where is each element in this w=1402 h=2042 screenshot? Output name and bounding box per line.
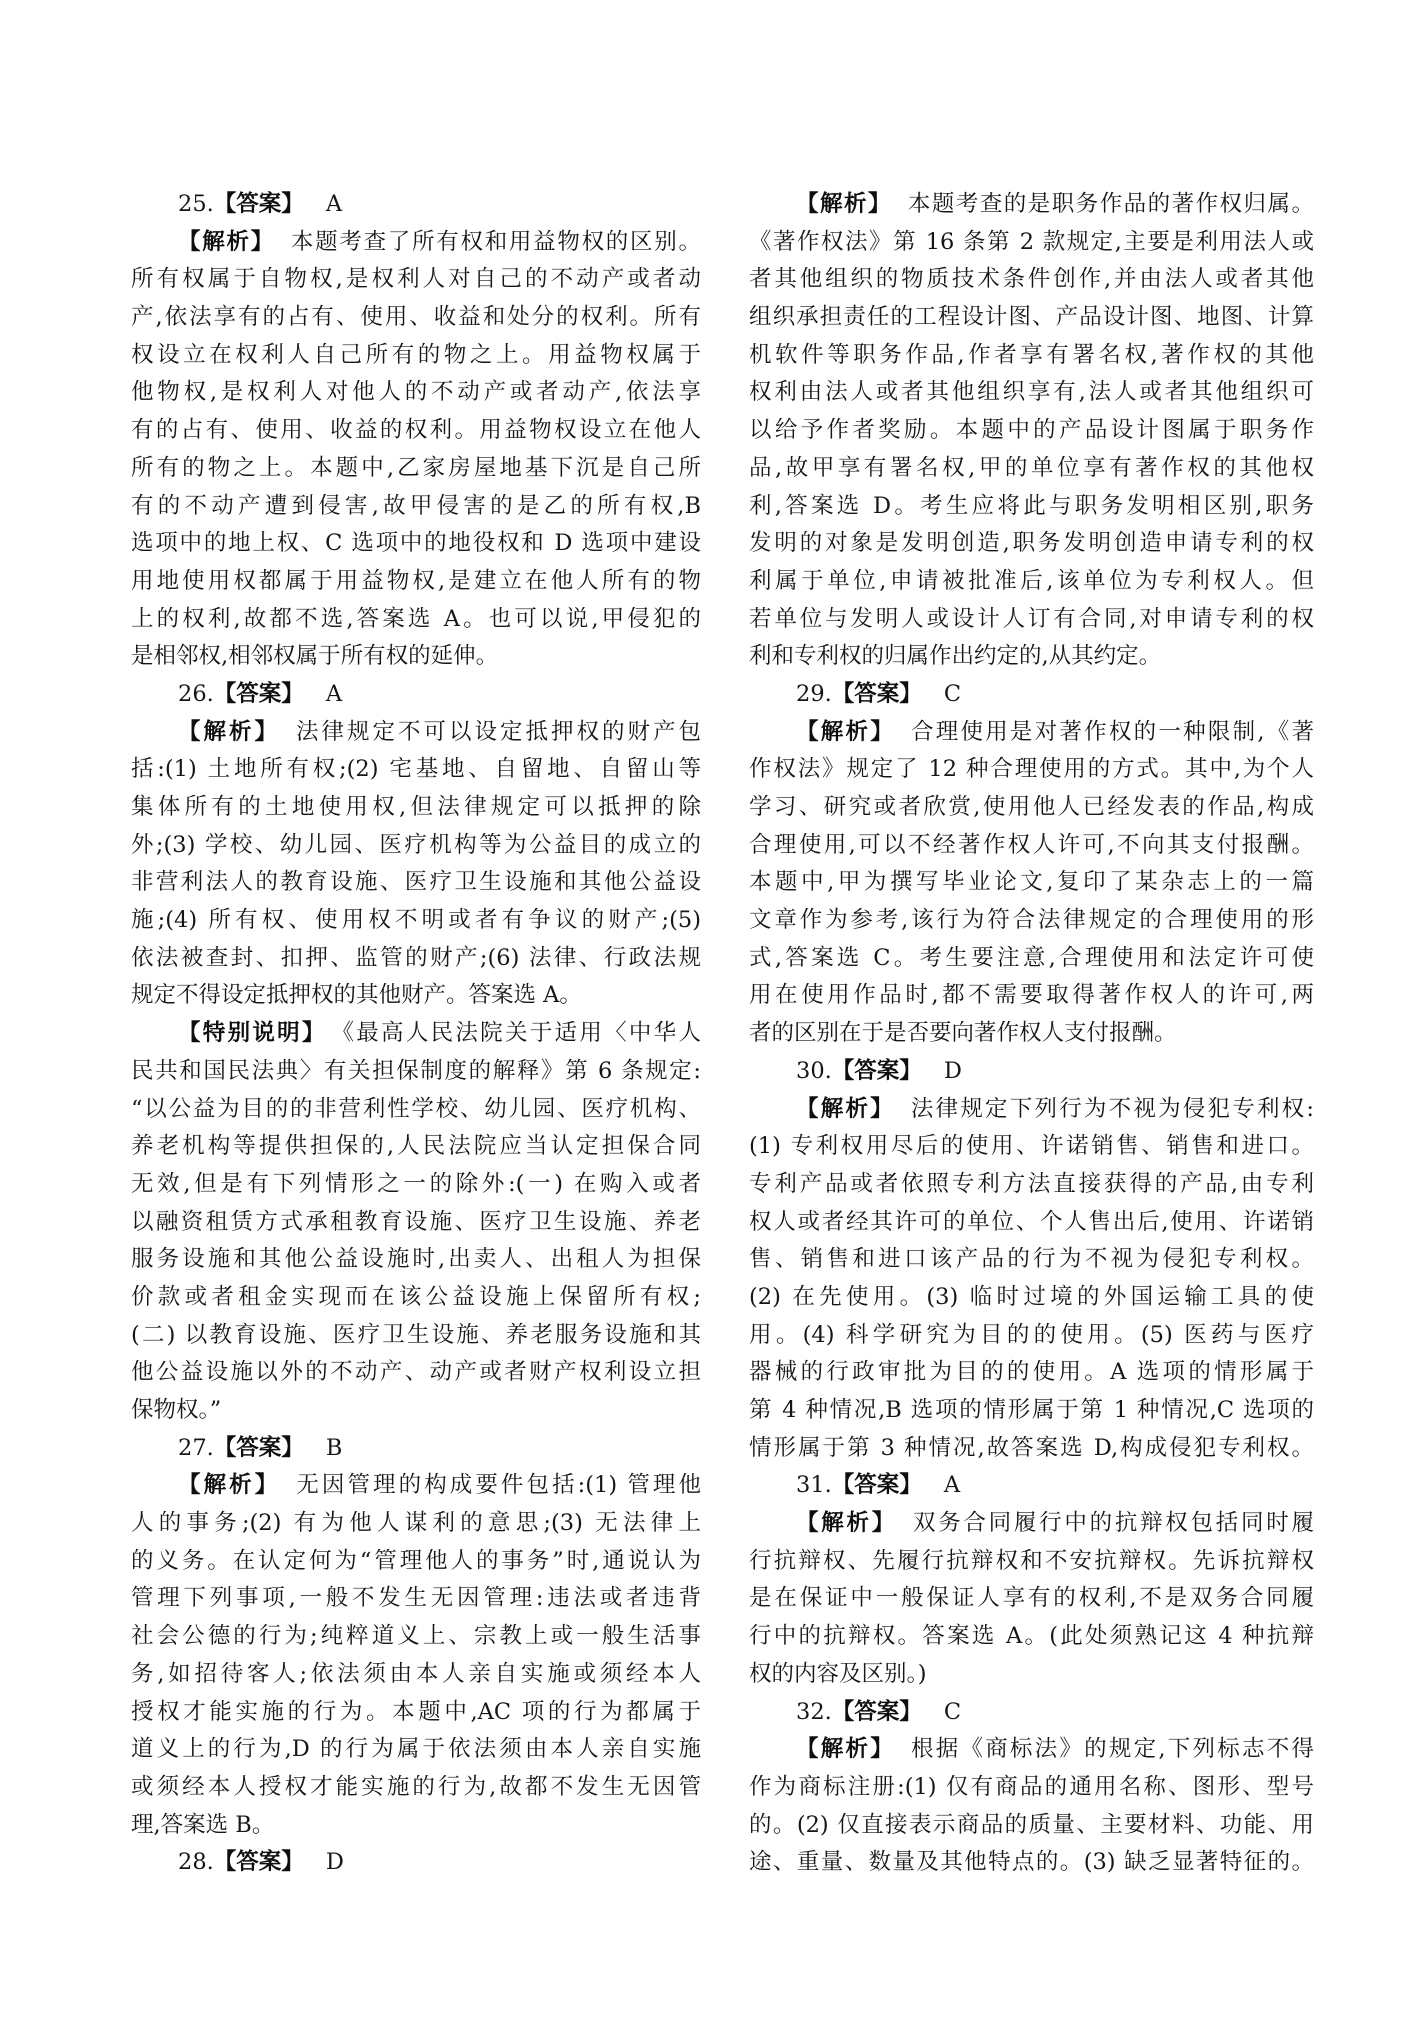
line-text: 利和专利权的归属作出约定的,从其约定。 [749, 643, 1162, 670]
text-line [131, 977, 701, 1015]
answer-value: C [943, 680, 962, 707]
line-text: 双务合同履行中的抗辩权包括同时履 [912, 1510, 1314, 1537]
text-line [749, 1204, 1314, 1242]
text-line [749, 1807, 1314, 1845]
line-text: (2) 在先使用。(3) 临时过境的外国运输工具的使 [749, 1283, 1314, 1310]
line-text: 权人或者经其许可的单位、个人售出后,使用、许诺销 [749, 1208, 1314, 1235]
line-text: 社会公德的行为;纯粹道义上、宗教上或一般生活事 [131, 1623, 701, 1650]
line-text: 利属于单位,申请被批准后,该单位为专利权人。但 [749, 567, 1314, 594]
text-line [131, 864, 701, 902]
line-text: 式,答案选 C。考生要注意,合理使用和法定许可使 [749, 944, 1314, 971]
text-line [749, 1543, 1314, 1581]
text-line [749, 1505, 1314, 1543]
line-text: 施;(4) 所有权、使用权不明或者有争议的财产;(5) [131, 907, 701, 934]
line-text: 品,故甲享有署名权,甲的单位享有著作权的其他权 [749, 454, 1314, 481]
line-text: 利,答案选 D。考生应将此与职务发明相区别,职务 [749, 492, 1314, 519]
answer-value: A [325, 191, 343, 217]
paragraph-label: 【解析】 [796, 1095, 895, 1122]
text-line [131, 1618, 701, 1656]
text-line [749, 525, 1314, 563]
line-text: 售、销售和进口该产品的行为不视为侵犯专利权。 [749, 1246, 1314, 1273]
line-text: 发明的对象是发明创造,职务发明创造申请专利的权 [749, 530, 1314, 557]
text-line [749, 1091, 1314, 1129]
line-text: 他公益设施以外的不动产、动产或者财产权利设立担 [131, 1359, 701, 1386]
text-line [131, 714, 701, 752]
answer-line [749, 676, 1314, 714]
line-text: 根据《商标法》的规定,下列标志不得 [910, 1736, 1314, 1763]
text-line [749, 1354, 1314, 1392]
line-text: 合理使用,可以不经著作权人许可,不向其支付报酬。 [749, 831, 1314, 858]
text-line [749, 1128, 1314, 1166]
line-text: 《最高人民法院关于适用〈中华人 [342, 1020, 701, 1047]
line-text: 产,依法享有的占有、使用、收益和处分的权利。所有 [131, 304, 701, 331]
line-text: 权设立在权利人自己所有的物之上。用益物权属于 [131, 341, 701, 368]
text-line [131, 1656, 701, 1694]
line-text: 他物权,是权利人对他人的不动产或者动产,依法享 [131, 379, 701, 406]
line-text: 法律规定不可以设定抵押权的财产包 [296, 718, 701, 745]
text-line [749, 412, 1314, 450]
right-column [749, 186, 1314, 1882]
line-text: (1) 专利权用尽后的使用、许诺销售、销售和进口。 [749, 1133, 1314, 1160]
text-line [131, 1091, 701, 1129]
answer-line [131, 676, 701, 714]
answer-value: A [943, 1472, 961, 1499]
text-line [749, 1580, 1314, 1618]
text-line [131, 1241, 701, 1279]
question-number: 28. [178, 1849, 214, 1876]
question-number: 25. [178, 191, 214, 217]
line-text: 括:(1) 土地所有权;(2) 宅基地、自留地、自留山等 [131, 756, 701, 783]
text-line [131, 1015, 701, 1053]
line-text: 人的事务;(2) 有为他人谋利的意思;(3) 无法律上 [131, 1510, 701, 1537]
text-line [131, 1392, 701, 1430]
text-line [749, 601, 1314, 639]
text-line [749, 902, 1314, 940]
line-text: 或须经本人授权才能实施的行为,故都不发生无因管 [131, 1773, 701, 1800]
line-text: 务,如招待客人;依法须由本人亲自实施或须经本人 [131, 1660, 701, 1687]
answer-line [749, 1467, 1314, 1505]
line-text: 途、重量、数量及其他特点的。(3) 缺乏显著特征的。 [749, 1849, 1314, 1876]
text-line [131, 1505, 701, 1543]
question-number: 26. [178, 680, 214, 707]
line-text: 行抗辩权、先履行抗辩权和不安抗辩权。先诉抗辩权 [749, 1547, 1314, 1574]
text-line [131, 789, 701, 827]
text-line [131, 299, 701, 337]
text-line [131, 1731, 701, 1769]
text-line [131, 525, 701, 563]
text-line [131, 1807, 701, 1845]
text-line [749, 789, 1314, 827]
question-number: 27. [178, 1434, 214, 1461]
answer-label: 【答案】 [213, 191, 304, 217]
line-text: 的。(2) 仅直接表示商品的质量、主要材料、功能、用 [749, 1811, 1314, 1838]
paragraph [131, 1015, 701, 1430]
question-number: 32. [796, 1698, 832, 1725]
line-text: 民共和国民法典〉有关担保制度的解释》第 6 条规定: [131, 1057, 701, 1084]
text-line [749, 1769, 1314, 1807]
text-line [131, 563, 701, 601]
text-line [131, 1317, 701, 1355]
text-line [131, 261, 701, 299]
paragraph-label: 【解析】 [178, 718, 280, 745]
text-line [131, 827, 701, 865]
paragraph [131, 714, 701, 1016]
line-text: 有的占有、使用、收益的权利。用益物权设立在他人 [131, 417, 701, 444]
text-line [749, 1317, 1314, 1355]
line-text: 专利产品或者依照专利方法直接获得的产品,由专利 [749, 1170, 1314, 1197]
question-number: 31. [796, 1472, 832, 1499]
line-text: 是在保证中一般保证人享有的权利,不是双务合同履 [749, 1585, 1314, 1612]
paragraph [749, 1505, 1314, 1693]
line-text: “以公益为目的的非营利性学校、幼儿园、医疗机构、 [131, 1095, 701, 1122]
line-text: 价款或者租金实现而在该公益设施上保留所有权; [131, 1283, 701, 1310]
text-line [749, 563, 1314, 601]
text-line [131, 1694, 701, 1732]
paragraph [749, 1731, 1314, 1882]
text-line [749, 337, 1314, 375]
text-line [749, 224, 1314, 262]
text-line [131, 1354, 701, 1392]
line-text: 作为商标注册:(1) 仅有商品的通用名称、图形、型号 [749, 1773, 1314, 1800]
paragraph-label: 【解析】 [178, 1472, 281, 1499]
paragraph-label: 【解析】 [796, 718, 895, 745]
answer-value: C [943, 1698, 962, 1725]
line-text: 有的不动产遭到侵害,故甲侵害的是乙的所有权,B [131, 492, 701, 519]
answer-label: 【答案】 [831, 1057, 922, 1084]
text-line [749, 1279, 1314, 1317]
text-line [749, 1166, 1314, 1204]
line-text: 养老机构等提供担保的,人民法院应当认定担保合同 [131, 1133, 701, 1160]
line-text: 以融资租赁方式承租教育设施、医疗卫生设施、养老 [131, 1208, 701, 1235]
line-text: 管理下列事项,一般不发生无因管理:违法或者违背 [131, 1585, 701, 1612]
line-text: (二) 以教育设施、医疗卫生设施、养老服务设施和其 [131, 1321, 701, 1348]
line-text: 本题考查的是职务作品的著作权归属。 [907, 191, 1314, 217]
line-text: 所有的物之上。本题中,乙家房屋地基下沉是自己所 [131, 454, 701, 481]
text-line [131, 1128, 701, 1166]
line-text: 者的区别在于是否要向著作权人支付报酬。 [749, 1020, 1177, 1047]
text-line [749, 1392, 1314, 1430]
line-text: 若单位与发明人或设计人订有合同,对申请专利的权 [749, 605, 1314, 632]
text-line [749, 299, 1314, 337]
line-text: 用地使用权都属于用益物权,是建立在他人所有的物 [131, 567, 701, 594]
line-text: 理,答案选 B。 [131, 1811, 275, 1838]
text-line [131, 1279, 701, 1317]
line-text: 《著作权法》第 16 条第 2 款规定,主要是利用法人或 [749, 228, 1314, 255]
line-text: 无因管理的构成要件包括:(1) 管理他 [296, 1472, 701, 1499]
answer-label: 【答案】 [213, 1434, 304, 1461]
answer-line [749, 1053, 1314, 1091]
text-line [749, 186, 1314, 224]
text-line [131, 450, 701, 488]
text-line [749, 638, 1314, 676]
text-line [131, 1580, 701, 1618]
paragraph [131, 1467, 701, 1844]
line-text: 行中的抗辩权。答案选 A。(此处须熟记这 4 种抗辩 [749, 1623, 1314, 1650]
text-line [749, 1430, 1314, 1468]
text-line [749, 1731, 1314, 1769]
answer-line [749, 1694, 1314, 1732]
line-text: 依法被查封、扣押、监管的财产;(6) 法律、行政法规 [131, 944, 701, 971]
text-line [749, 261, 1314, 299]
line-text: 规定不得设定抵押权的其他财产。答案选 A。 [131, 982, 582, 1009]
line-text: 者其他组织的物质技术条件创作,并由法人或者其他 [749, 266, 1314, 293]
line-text: 无效,但是有下列情形之一的除外:(一) 在购入或者 [131, 1170, 701, 1197]
answer-line [131, 1430, 701, 1468]
text-line [749, 1618, 1314, 1656]
left-column [131, 186, 701, 1882]
line-text: 机软件等职务作品,作者享有署名权,著作权的其他 [749, 341, 1314, 368]
line-text: 权利由法人或者其他组织享有,法人或者其他组织可 [749, 379, 1314, 406]
answer-value: D [943, 1057, 962, 1084]
paragraph-label: 【解析】 [796, 1510, 897, 1537]
line-text: 的义务。在认定何为“管理他人的事务”时,通说认为 [131, 1547, 701, 1574]
text-line [749, 714, 1314, 752]
text-line [749, 864, 1314, 902]
text-line [131, 638, 701, 676]
line-text: 合理使用是对著作权的一种限制,《著 [910, 718, 1314, 745]
text-line [749, 1844, 1314, 1882]
line-text: 以给予作者奖励。本题中的产品设计图属于职务作 [749, 417, 1314, 444]
text-line [749, 450, 1314, 488]
line-text: 保物权。” [131, 1397, 222, 1423]
paragraph [749, 1091, 1314, 1468]
line-text: 文章作为参考,该行为符合法律规定的合理使用的形 [749, 907, 1314, 934]
text-line [749, 488, 1314, 526]
line-text: 作权法》规定了 12 种合理使用的方式。其中,为个人 [749, 756, 1314, 783]
line-text: 用。(4) 科学研究为目的的使用。(5) 医药与医疗 [749, 1321, 1314, 1348]
text-line [131, 940, 701, 978]
line-text: 本题考查了所有权和用益物权的区别。 [290, 228, 701, 255]
text-line [131, 337, 701, 375]
answer-value: D [325, 1849, 344, 1876]
answer-label: 【答案】 [831, 680, 922, 707]
answer-line [131, 1844, 701, 1882]
text-line [131, 1204, 701, 1242]
line-text: 器械的行政审批为目的的使用。A 选项的情形属于 [749, 1359, 1314, 1386]
line-text: 权的内容及区别。) [749, 1660, 927, 1687]
paragraph-label: 【解析】 [796, 1736, 895, 1763]
text-line [749, 751, 1314, 789]
answer-value: B [325, 1434, 343, 1461]
text-line [131, 412, 701, 450]
question-number: 30. [796, 1057, 832, 1084]
line-text: 外;(3) 学校、幼儿园、医疗机构等为公益目的成立的 [131, 831, 701, 858]
answer-label: 【答案】 [213, 1849, 304, 1876]
text-line [131, 488, 701, 526]
line-text: 上的权利,故都不选,答案选 A。也可以说,甲侵犯的 [131, 605, 701, 632]
answer-line [131, 186, 701, 224]
paragraph [131, 224, 701, 676]
line-text: 所有权属于自物权,是权利人对自己的不动产或者动 [131, 266, 701, 293]
line-text: 是相邻权,相邻权属于所有权的延伸。 [131, 643, 499, 670]
text-line [131, 224, 701, 262]
answer-label: 【答案】 [213, 680, 304, 707]
line-text: 非营利法人的教育设施、医疗卫生设施和其他公益设 [131, 869, 701, 896]
answer-label: 【答案】 [831, 1472, 922, 1499]
text-line [131, 1769, 701, 1807]
paragraph-label: 【特别说明】 [178, 1020, 327, 1047]
text-line [131, 902, 701, 940]
text-line [749, 977, 1314, 1015]
text-line [131, 374, 701, 412]
text-line [131, 1166, 701, 1204]
answer-label: 【答案】 [831, 1698, 922, 1725]
line-text: 道义上的行为,D 的行为属于依法须由本人亲自实施 [131, 1736, 701, 1763]
line-text: 本题中,甲为撰写毕业论文,复印了某杂志上的一篇 [749, 869, 1314, 896]
text-line [749, 940, 1314, 978]
text-line [749, 1015, 1314, 1053]
text-line [131, 1467, 701, 1505]
question-number: 29. [796, 680, 832, 707]
text-line [749, 827, 1314, 865]
answer-value: A [325, 680, 343, 707]
line-text: 情形属于第 3 种情况,故答案选 D,构成侵犯专利权。 [749, 1434, 1314, 1461]
text-line [131, 601, 701, 639]
text-line [131, 1053, 701, 1091]
text-line [749, 1241, 1314, 1279]
line-text: 授权才能实施的行为。本题中,AC 项的行为都属于 [131, 1698, 701, 1725]
line-text: 集体所有的土地使用权,但法律规定可以抵押的除 [131, 794, 701, 820]
line-text: 学习、研究或者欣赏,使用他人已经发表的作品,构成 [749, 794, 1314, 820]
paragraph-label: 【解析】 [178, 228, 275, 255]
text-line [131, 1543, 701, 1581]
text-line [749, 1656, 1314, 1694]
line-text: 法律规定下列行为不视为侵犯专利权: [910, 1095, 1314, 1122]
text-line [131, 751, 701, 789]
line-text: 选项中的地上权、C 选项中的地役权和 D 选项中建设 [131, 530, 701, 557]
line-text: 第 4 种情况,B 选项的情形属于第 1 种情况,C 选项的 [749, 1397, 1314, 1423]
line-text: 组织承担责任的工程设计图、产品设计图、地图、计算 [749, 304, 1314, 331]
paragraph [749, 714, 1314, 1053]
line-text: 服务设施和其他公益设施时,出卖人、出租人为担保 [131, 1246, 701, 1273]
paragraph-label: 【解析】 [796, 191, 892, 217]
text-line [749, 374, 1314, 412]
paragraph [749, 186, 1314, 676]
line-text: 用在使用作品时,都不需要取得著作权人的许可,两 [749, 982, 1314, 1009]
